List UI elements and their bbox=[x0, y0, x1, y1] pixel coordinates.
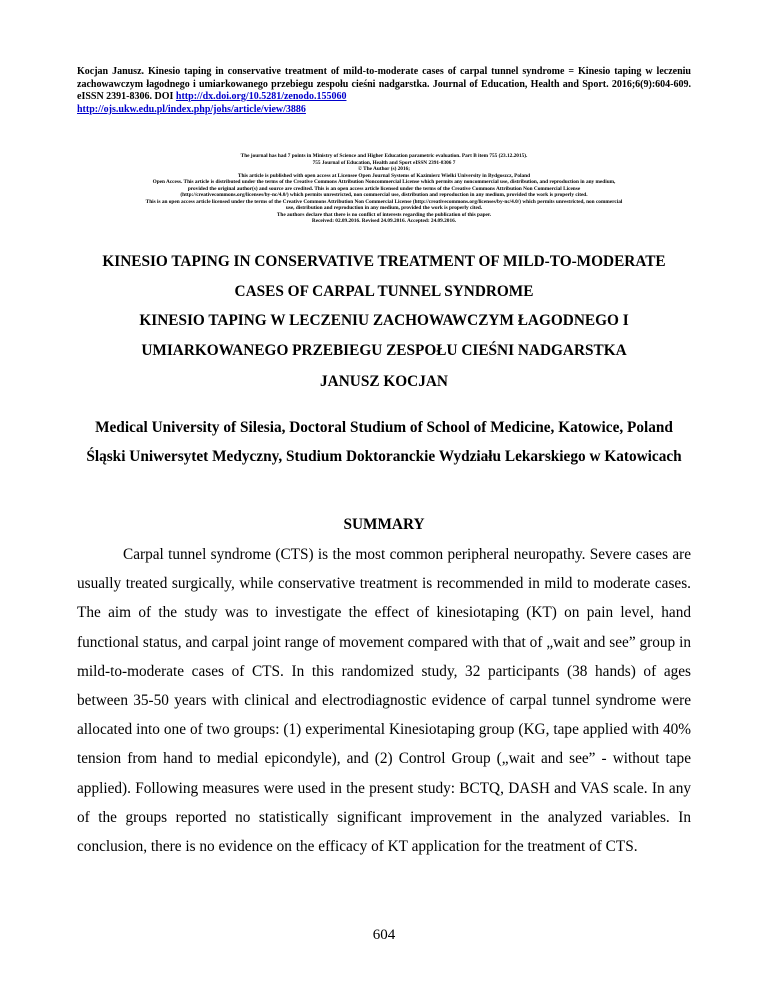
notice-line: The authors declare that there is no conflict of interests regarding the publication of this paper. bbox=[276, 211, 492, 218]
notice-line: (http://creativecommons.org/licenses/by-nc/4.0/) which permits unrestricted, non commercial use, distribution and reproduction in any medium, provided the work is properly cited. bbox=[180, 192, 588, 198]
notice-line: Received: 02.09.2016. Revised 24.09.2016. Accepted: 24.09.2016. bbox=[311, 218, 457, 224]
citation bbox=[77, 66, 691, 116]
affiliation-polish: Śląski Uniwersytet Medyczny, Studium Doktoranckie Wydziału Lekarskiego w Katowicach bbox=[86, 448, 682, 465]
title-line: KINESIO TAPING W LECZENIU ZACHOWAWCZYM ŁAGODNEGO I bbox=[139, 312, 629, 329]
doi-link[interactable]: http://dx.doi.org/10.5281/zenodo.155060 bbox=[175, 91, 347, 102]
notice-line: Open Access. This article is distributed under the terms of the Creative Commons Attribution Noncommercial License which permits any noncommercial use, distribution, and reproduction in any medium, bbox=[152, 179, 616, 185]
notice-line: 755 Journal of Education, Health and Sport eISSN 2391-8306 7 bbox=[312, 159, 456, 166]
notice-line: This is an open access article licensed under the terms of the Creative Commons Attribution Non Commercial License (http://creativecommons.org/licenses/by-nc/4.0/) which permits unrestricted, non commercial bbox=[145, 198, 623, 205]
summary-paragraph bbox=[77, 540, 691, 861]
notice-line: use, distribution and reproduction in any medium, provided the work is properly cited. bbox=[285, 205, 483, 211]
notice-line: This article is published with open access at Licensee Open Journal Systems of Kazimierz Wielki University in Bydgoszcz, Poland bbox=[237, 172, 531, 179]
notice-line: The journal has had 7 points in Ministry of Science and Higher Education parametric evaluation. Part B item 755 (23.12.2015). bbox=[240, 153, 528, 159]
citation-text: Kocjan Janusz. Kinesio taping in conservative treatment of mild-to-moderate cases of carpal tunnel syndrome = Kinesio taping w leczeniu zachowawczym łagodnego i umiarkowanego przebiegu zespołu cieśni nadgarstka. Journal of Education, Health and Sport. 2016;6(9):604-609. eISSN 2391-8306. DOI bbox=[77, 66, 691, 102]
article-title bbox=[60, 247, 708, 365]
affiliation-english: Medical University of Silesia, Doctoral Studium of School of Medicine, Katowice, Poland bbox=[95, 419, 673, 436]
title-line: KINESIO TAPING IN CONSERVATIVE TREATMENT OF MILD-TO-MODERATE bbox=[102, 253, 666, 270]
title-line: UMIARKOWANEGO PRZEBIEGU ZESPOŁU CIEŚNI NADGARSTKA bbox=[141, 341, 627, 359]
title-line: CASES OF CARPAL TUNNEL SYNDROME bbox=[234, 282, 534, 300]
notice-line: provided the original author(s) and source are credited. This is an open access article licensed under the terms of the Creative Commons Attribution Non Commercial License bbox=[187, 185, 581, 192]
article-url-link[interactable]: http://ojs.ukw.edu.pl/index.php/johs/article/view/3886 bbox=[77, 103, 306, 115]
notice-line: © The Author (s) 2016; bbox=[357, 166, 411, 172]
author-name: JANUSZ KOCJAN bbox=[320, 373, 448, 390]
summary-heading: SUMMARY bbox=[343, 516, 425, 533]
page-number: 604 bbox=[372, 927, 396, 943]
journal-notice bbox=[30, 153, 738, 225]
summary-text: Carpal tunnel syndrome (CTS) is the most common peripheral neuropathy. Severe cases are usually treated surgically, while conservative treatment is recommended in mild to moderate cases. The aim of the study was to investigate the effect of kinesiotaping (KT) on pain level, hand functional status, and carpal joint range of movement compared with that of „wait and see” group in mild-to-moderate cases of CTS. In this randomized study, 32 participants (38 hands) of ages between 35-50 years with clinical and electrodiagnostic evidence of carpal tunnel syndrome were allocated into one of two groups: (1) experimental Kinesiotaping group (KG, tape applied with 40% tension from hand to medial epicondyle), and (2) Control Group („wait and see” - without tape applied). Following measures were used in the present study: BCTQ, DASH and VAS scale. In any of the groups reported no statistically significant improvement in the analyzed variables. In conclusion, there is no evidence on the efficacy of KT application for the treatment of CTS. bbox=[77, 546, 691, 856]
